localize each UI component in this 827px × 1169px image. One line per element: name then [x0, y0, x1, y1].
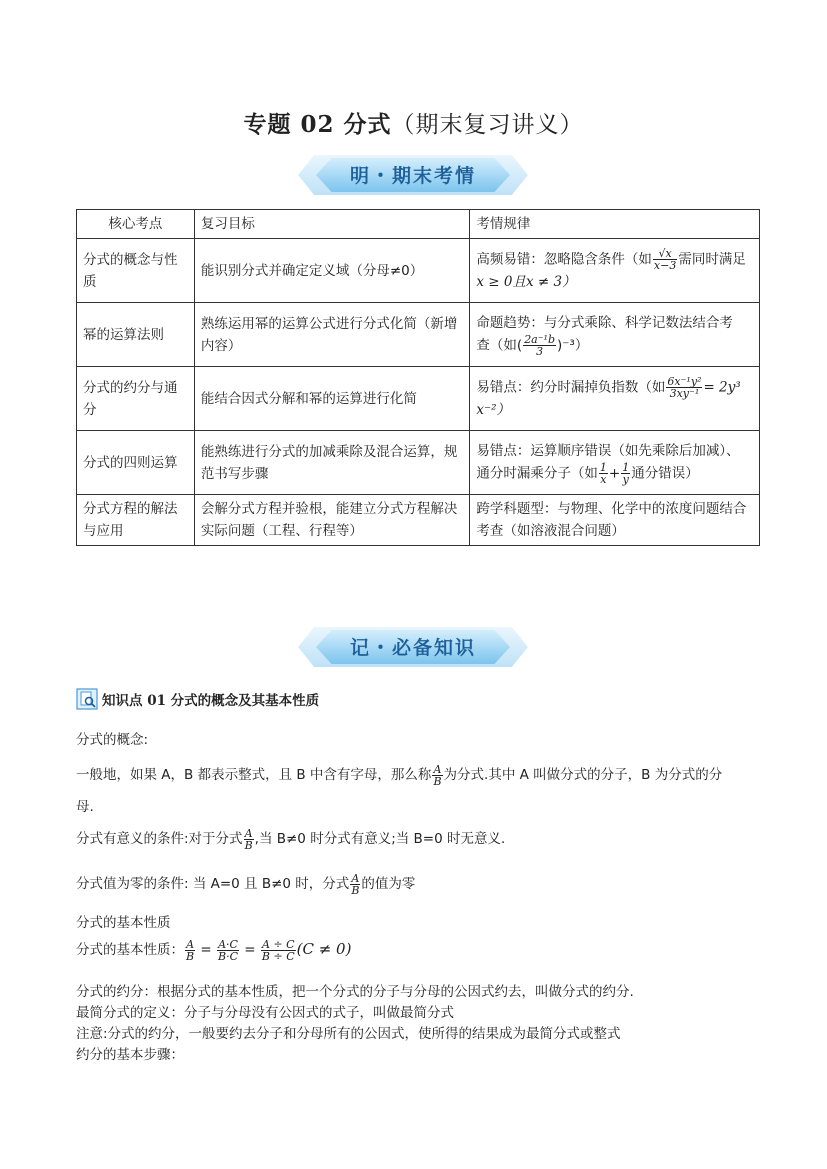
header-cell: 考情规律: [470, 210, 760, 239]
overview-table: [76, 209, 760, 546]
section-banner-exam: [298, 153, 528, 197]
paragraph: 分式的基本性质： $\frac{A}{B}$ = $\frac{A\cdot C}{B\cdot C}$ = $\frac{A \div C}{B \div C}$ (C ≠ 0): [76, 937, 352, 963]
rule-cell: 跨学科题型：与物理、化学中的浓度问题结合考查（如溶液混合问题）: [470, 495, 760, 546]
rule-cell: 易错点：约分时漏掉负指数（如 $\frac{\text{6x⁻¹y²}}{\text{3xy⁻¹}}$ = 2y³ x⁻²）: [470, 367, 760, 431]
page-title: 专题 02 分式（期末复习讲义）: [243, 111, 584, 138]
header-cell: 复习目标: [194, 210, 470, 239]
topic-cell: 幂的运算法则: [77, 303, 195, 367]
goal-cell: 能熟练进行分式的加减乘除及混合运算，规范书写步骤: [194, 431, 470, 495]
goal-cell: 会解分式方程并验根，能建立分式方程解决实际问题（工程、行程等）: [194, 495, 470, 546]
table-row: [77, 367, 760, 431]
goal-cell: 熟练运用幂的运算公式进行分式化简（新增内容）: [194, 303, 470, 367]
banner-label: 记・必备知识: [349, 637, 476, 659]
goal-cell: 能识别分式并确定定义域（分母≠0）: [194, 239, 470, 303]
table-row: [77, 239, 760, 303]
paragraph: 分式的基本性质: [76, 915, 171, 931]
topic-cell: 分式的约分与通分: [77, 367, 195, 431]
paragraph: 最简分式的定义：分子与分母没有公因式的式子，叫做最简分式: [76, 1005, 454, 1021]
paragraph: 分式的约分：根据分式的基本性质，把一个分式的分子与分母的公因式约去，叫做分式的约分.: [76, 984, 634, 1000]
rule-cell: 高频易错：忽略隐含条件（如 $\frac{√x}{x-3}$ 需同时满足 x ≥ 0且x ≠ 3）: [470, 239, 760, 303]
paragraph: 一般地，如果 A，B 都表示整式，且 B 中含有字母，那么称 $\frac{A}{B}$ 为分式.其中 A 叫做分式的分子，B 为分式的分 母.: [76, 762, 723, 815]
rule-cell: 易错点：运算顺序错误（如先乘除后加减）、 通分时漏乘分子（如 $\frac{1}{x}$ + $\frac{1}{y}$ 通分错误）: [470, 431, 760, 495]
table-header-row: [77, 210, 760, 239]
magnifier-document-icon: [76, 688, 98, 710]
header-cell: 核心考点: [77, 210, 195, 239]
topic-cell: 分式方程的解法与应用: [77, 495, 195, 546]
knowledge-point-heading: 知识点 01 分式的概念及其基本性质: [76, 688, 319, 710]
banner-label: 明・期末考情: [349, 165, 476, 187]
topic-cell: 分式的四则运算: [77, 431, 195, 495]
paragraph: 分式有意义的条件:对于分式 $\frac{A}{B}$ ,当 B≠0 时分式有意义;当 B=0 时无意义.: [76, 826, 506, 852]
table-row: [77, 495, 760, 546]
paragraph: 注意:分式的约分，一般要约去分子和分母所有的公因式，使所得的结果成为最简分式或整式: [76, 1026, 621, 1042]
paragraph: 分式的概念:: [76, 732, 149, 748]
rule-cell: 命题趋势：与分式乘除、科学记数法结合考 查（如( $\frac{\text{2a⁻¹b}}{3}$ )⁻³）: [470, 303, 760, 367]
paragraph: 约分的基本步骤：: [76, 1047, 184, 1063]
section-banner-knowledge: [298, 625, 528, 669]
table-row: [77, 431, 760, 495]
table-row: [77, 303, 760, 367]
topic-cell: 分式的概念与性质: [77, 239, 195, 303]
paragraph: 分式值为零的条件: 当 A=0 且 B≠0 时，分式 $\frac{A}{B}$ 的值为零: [76, 871, 416, 897]
goal-cell: 能结合因式分解和幂的运算进行化简: [194, 367, 470, 431]
